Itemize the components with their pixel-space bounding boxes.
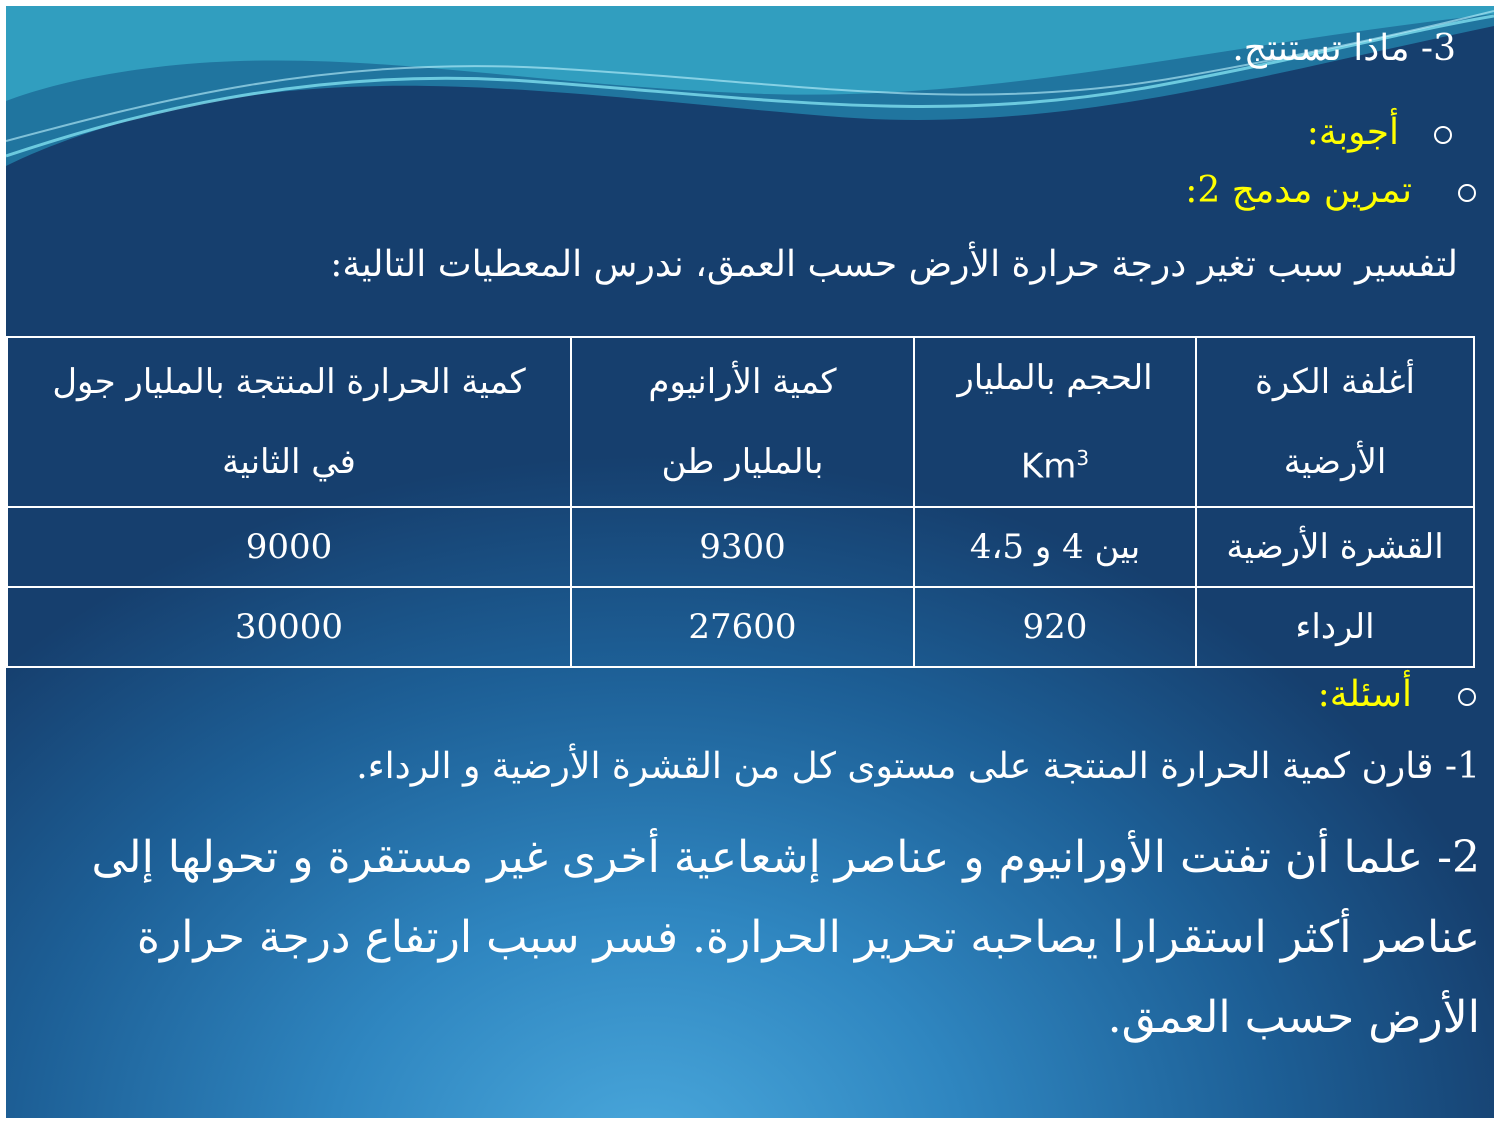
table-cell: الرداء [1196,587,1474,667]
bullet-circle-icon [1434,126,1452,144]
table-cell: 920 [914,587,1196,667]
question-1: 1- قارن كمية الحرارة المنتجة على مستوى كل من القشرة الأرضية و الرداء. [356,746,1480,787]
questions-label: أسئلة: [1317,674,1412,715]
question-2-line-3: الأرض حسب العمق. [1107,992,1480,1043]
table-header-cell [7,337,571,507]
data-table [6,336,1475,668]
table-cell: القشرة الأرضية [1196,507,1474,587]
unit-label: Km [1020,446,1077,487]
table-header-cell [571,337,914,507]
header-line: في الثانية [222,442,356,483]
table-header-cell [914,337,1196,507]
table-cell: 9000 [7,507,571,587]
header-line: الأرضية [1283,442,1387,483]
table-header-cell [1196,337,1474,507]
question-2-line-1: 2- علما أن تفتت الأورانيوم و عناصر إشعاعية أخرى غير مستقرة و تحولها إلى [91,832,1480,883]
exercise-label: تمرين مدمج 2: [1185,170,1412,211]
unit-exponent: 3 [1076,446,1090,470]
table-cell: 30000 [7,587,571,667]
table-header-row [7,337,1474,507]
header-line: الحجم بالمليار [957,358,1153,398]
table-cell: 27600 [571,587,914,667]
header-line: أغلفة الكرة [1255,362,1415,403]
table-cell: 9300 [571,507,914,587]
intro-text: لتفسير سبب تغير درجة حرارة الأرض حسب العمق، ندرس المعطيات التالية: [330,244,1458,285]
table-cell: بين 4 و 4،5 [914,507,1196,587]
header-line: كمية الحرارة المنتجة بالمليار جول [52,362,526,403]
bullet-circle-icon [1458,184,1476,202]
header-line: بالمليار طن [661,442,824,483]
slide [6,6,1494,1118]
header-line [921,418,1189,506]
answers-label: أجوبة: [1306,112,1399,153]
question-2-line-2: عناصر أكثر استقرارا يصاحبه تحرير الحرارة. فسر سبب ارتفاع درجة حرارة [136,912,1480,963]
bullet-circle-icon [1458,688,1476,706]
header-line: كمية الأرانيوم [648,362,837,403]
table-row [7,507,1474,587]
top-line: 3- ماذا تستنتج. [1232,28,1456,69]
table-row [7,587,1474,667]
